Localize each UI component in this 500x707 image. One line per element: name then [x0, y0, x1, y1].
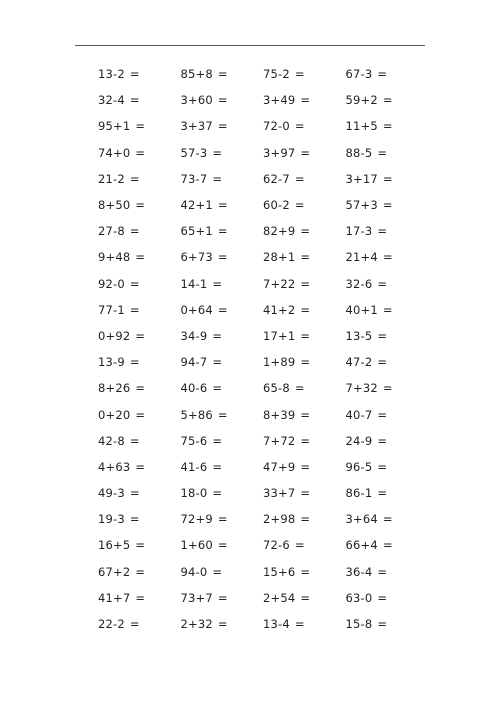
- problem-expression: 15-8: [345, 617, 373, 632]
- equals-sign: =: [382, 512, 393, 527]
- problem-expression: 8+26: [98, 381, 131, 396]
- equals-sign: =: [377, 459, 388, 474]
- worksheet-row: [98, 113, 428, 139]
- problem-expression: 86-1: [345, 486, 373, 501]
- header-rule: [75, 45, 425, 46]
- equals-sign: =: [294, 538, 305, 553]
- problem-expression: 85+8: [180, 67, 213, 82]
- problem-expression: 22-2: [98, 617, 125, 632]
- equals-sign: =: [377, 486, 388, 501]
- problem-expression: 67+2: [98, 564, 131, 579]
- problem-expression: 41+2: [263, 302, 296, 317]
- worksheet-row: [98, 323, 428, 349]
- equals-sign: =: [129, 67, 140, 82]
- problem-expression: 6+73: [180, 250, 213, 265]
- problem-expression: 0+64: [180, 302, 213, 317]
- problem-expression: 49-3: [98, 486, 125, 501]
- equals-sign: =: [377, 355, 388, 370]
- problem-expression: 77-1: [98, 302, 125, 317]
- problem-expression: 59+2: [345, 93, 378, 108]
- equals-sign: =: [382, 119, 393, 134]
- math-problem: [98, 119, 181, 133]
- equals-sign: =: [129, 302, 140, 317]
- equals-sign: =: [300, 250, 311, 265]
- equals-sign: =: [300, 407, 311, 422]
- math-problem: [181, 93, 264, 107]
- equals-sign: =: [217, 250, 228, 265]
- problem-expression: 72-0: [263, 119, 290, 134]
- problem-expression: 75-6: [180, 433, 208, 448]
- math-problem: [346, 172, 429, 186]
- equals-sign: =: [300, 276, 311, 291]
- math-problem: [263, 591, 346, 605]
- problem-expression: 72-6: [263, 538, 290, 553]
- equals-sign: =: [212, 171, 223, 186]
- equals-sign: =: [217, 538, 228, 553]
- equals-sign: =: [377, 564, 388, 579]
- equals-sign: =: [300, 93, 311, 108]
- problem-expression: 40-7: [345, 407, 373, 422]
- problem-expression: 1+60: [180, 538, 213, 553]
- problem-expression: 41-6: [180, 459, 208, 474]
- math-problem: [181, 434, 264, 448]
- equals-sign: =: [212, 433, 223, 448]
- problem-expression: 82+9: [263, 224, 296, 239]
- problem-expression: 8+50: [98, 198, 131, 213]
- problem-expression: 60-2: [263, 198, 290, 213]
- math-problem: [263, 67, 346, 81]
- math-problem: [98, 434, 181, 448]
- equals-sign: =: [300, 486, 311, 501]
- math-problem: [181, 277, 264, 291]
- problem-expression: 72+9: [180, 512, 213, 527]
- equals-sign: =: [129, 355, 140, 370]
- worksheet-row: [98, 375, 428, 401]
- problem-expression: 65-8: [263, 381, 290, 396]
- equals-sign: =: [129, 224, 140, 239]
- equals-sign: =: [217, 302, 228, 317]
- equals-sign: =: [300, 459, 311, 474]
- math-problem: [346, 512, 429, 526]
- math-problem: [181, 565, 264, 579]
- worksheet-row: [98, 559, 428, 585]
- problem-expression: 9+48: [98, 250, 131, 265]
- problem-expression: 17-3: [345, 224, 373, 239]
- equals-sign: =: [377, 433, 388, 448]
- equals-sign: =: [300, 564, 311, 579]
- equals-sign: =: [300, 224, 311, 239]
- math-problem: [263, 486, 346, 500]
- math-problem: [346, 617, 429, 631]
- math-problem: [181, 146, 264, 160]
- math-problem: [346, 146, 429, 160]
- math-problem: [346, 119, 429, 133]
- math-problem: [263, 250, 346, 264]
- equals-sign: =: [217, 67, 228, 82]
- equals-sign: =: [294, 67, 305, 82]
- problem-expression: 2+32: [180, 617, 213, 632]
- equals-sign: =: [135, 328, 146, 343]
- equals-sign: =: [129, 617, 140, 632]
- problem-expression: 3+37: [180, 119, 213, 134]
- problem-expression: 3+97: [263, 145, 296, 160]
- equals-sign: =: [300, 328, 311, 343]
- problem-expression: 32-4: [98, 93, 125, 108]
- problem-expression: 65+1: [180, 224, 213, 239]
- problem-expression: 18-0: [180, 486, 208, 501]
- equals-sign: =: [377, 617, 388, 632]
- problem-expression: 14-1: [180, 276, 208, 291]
- problem-expression: 67-3: [345, 67, 373, 82]
- math-problem: [346, 277, 429, 291]
- problem-expression: 3+49: [263, 93, 296, 108]
- math-problem: [181, 119, 264, 133]
- worksheet-row: [98, 140, 428, 166]
- equals-sign: =: [217, 407, 228, 422]
- equals-sign: =: [135, 119, 146, 134]
- problem-expression: 4+63: [98, 459, 131, 474]
- math-problem: [98, 172, 181, 186]
- equals-sign: =: [217, 198, 228, 213]
- problem-expression: 24-9: [345, 433, 373, 448]
- worksheet-row: [98, 454, 428, 480]
- worksheet-row: [98, 611, 428, 637]
- problem-expression: 74+0: [98, 145, 131, 160]
- math-problem: [181, 486, 264, 500]
- problem-expression: 3+17: [345, 171, 378, 186]
- math-problem: [263, 303, 346, 317]
- problem-expression: 2+98: [263, 512, 296, 527]
- problem-expression: 88-5: [345, 145, 373, 160]
- math-problem: [98, 565, 181, 579]
- worksheet-row: [98, 401, 428, 427]
- equals-sign: =: [294, 171, 305, 186]
- equals-sign: =: [135, 381, 146, 396]
- math-problem: [98, 355, 181, 369]
- math-problem: [98, 67, 181, 81]
- equals-sign: =: [377, 224, 388, 239]
- problem-expression: 7+32: [345, 381, 378, 396]
- problem-expression: 3+64: [345, 512, 378, 527]
- problem-expression: 34-9: [180, 328, 208, 343]
- equals-sign: =: [217, 512, 228, 527]
- math-problem: [263, 512, 346, 526]
- equals-sign: =: [212, 328, 223, 343]
- math-problem: [346, 591, 429, 605]
- problem-expression: 21-2: [98, 171, 125, 186]
- problem-expression: 40+1: [345, 302, 378, 317]
- worksheet-row: [98, 166, 428, 192]
- math-problem: [346, 434, 429, 448]
- problem-expression: 42-8: [98, 433, 125, 448]
- math-problem: [263, 565, 346, 579]
- math-problem: [263, 146, 346, 160]
- math-problem: [181, 538, 264, 552]
- problem-expression: 15+6: [263, 564, 296, 579]
- equals-sign: =: [217, 617, 228, 632]
- problem-expression: 7+22: [263, 276, 296, 291]
- math-problem: [98, 198, 181, 212]
- math-problem: [98, 93, 181, 107]
- problem-expression: 47+9: [263, 459, 296, 474]
- equals-sign: =: [135, 250, 146, 265]
- math-problem: [346, 93, 429, 107]
- worksheet-row: [98, 428, 428, 454]
- equals-sign: =: [135, 145, 146, 160]
- math-problem: [98, 303, 181, 317]
- problem-expression: 5+86: [180, 407, 213, 422]
- worksheet-row: [98, 506, 428, 532]
- math-problem: [181, 408, 264, 422]
- math-problem: [181, 250, 264, 264]
- math-problem: [181, 198, 264, 212]
- worksheet-row: [98, 349, 428, 375]
- problem-expression: 13-2: [98, 67, 125, 82]
- problem-expression: 13-5: [345, 328, 373, 343]
- problem-expression: 63-0: [345, 590, 373, 605]
- problem-expression: 92-0: [98, 276, 125, 291]
- equals-sign: =: [135, 407, 146, 422]
- problem-expression: 8+39: [263, 407, 296, 422]
- math-problem: [98, 591, 181, 605]
- equals-sign: =: [212, 145, 223, 160]
- equals-sign: =: [217, 590, 228, 605]
- problem-expression: 0+20: [98, 407, 131, 422]
- math-problem: [181, 172, 264, 186]
- math-problem: [98, 329, 181, 343]
- math-problem: [98, 381, 181, 395]
- equals-sign: =: [212, 276, 223, 291]
- equals-sign: =: [294, 381, 305, 396]
- math-problem: [98, 512, 181, 526]
- equals-sign: =: [294, 119, 305, 134]
- equals-sign: =: [212, 564, 223, 579]
- math-problem: [346, 381, 429, 395]
- math-problem: [263, 277, 346, 291]
- equals-sign: =: [382, 381, 393, 396]
- math-problem: [346, 224, 429, 238]
- math-problem: [181, 355, 264, 369]
- math-problem: [263, 617, 346, 631]
- equals-sign: =: [300, 590, 311, 605]
- equals-sign: =: [129, 93, 140, 108]
- math-problem: [263, 329, 346, 343]
- equals-sign: =: [377, 407, 388, 422]
- arithmetic-worksheet: [98, 61, 428, 637]
- math-problem: [181, 512, 264, 526]
- problem-expression: 42+1: [180, 198, 213, 213]
- math-problem: [346, 486, 429, 500]
- equals-sign: =: [135, 590, 146, 605]
- equals-sign: =: [217, 93, 228, 108]
- equals-sign: =: [377, 590, 388, 605]
- math-problem: [98, 408, 181, 422]
- worksheet-row: [98, 192, 428, 218]
- worksheet-row: [98, 480, 428, 506]
- math-problem: [263, 408, 346, 422]
- problem-expression: 27-8: [98, 224, 125, 239]
- problem-expression: 0+92: [98, 328, 131, 343]
- equals-sign: =: [129, 486, 140, 501]
- math-problem: [346, 303, 429, 317]
- math-problem: [98, 250, 181, 264]
- equals-sign: =: [135, 538, 146, 553]
- math-problem: [263, 119, 346, 133]
- math-problem: [346, 460, 429, 474]
- equals-sign: =: [300, 302, 311, 317]
- equals-sign: =: [212, 381, 223, 396]
- math-problem: [181, 67, 264, 81]
- math-problem: [346, 250, 429, 264]
- equals-sign: =: [212, 355, 223, 370]
- equals-sign: =: [382, 538, 393, 553]
- worksheet-row: [98, 585, 428, 611]
- equals-sign: =: [135, 198, 146, 213]
- math-problem: [263, 355, 346, 369]
- math-problem: [263, 93, 346, 107]
- math-problem: [263, 224, 346, 238]
- problem-expression: 13-9: [98, 355, 125, 370]
- problem-expression: 32-6: [345, 276, 373, 291]
- math-problem: [181, 329, 264, 343]
- equals-sign: =: [294, 617, 305, 632]
- math-problem: [263, 198, 346, 212]
- equals-sign: =: [294, 198, 305, 213]
- problem-expression: 95+1: [98, 119, 131, 134]
- problem-expression: 11+5: [345, 119, 378, 134]
- equals-sign: =: [135, 459, 146, 474]
- problem-expression: 94-7: [180, 355, 208, 370]
- math-problem: [98, 224, 181, 238]
- math-problem: [98, 460, 181, 474]
- problem-expression: 36-4: [345, 564, 373, 579]
- equals-sign: =: [382, 171, 393, 186]
- problem-expression: 94-0: [180, 564, 208, 579]
- problem-expression: 7+72: [263, 433, 296, 448]
- worksheet-row: [98, 297, 428, 323]
- problem-expression: 73-7: [180, 171, 208, 186]
- problem-expression: 28+1: [263, 250, 296, 265]
- equals-sign: =: [129, 433, 140, 448]
- problem-expression: 13-4: [263, 617, 290, 632]
- problem-expression: 66+4: [345, 538, 378, 553]
- math-problem: [181, 591, 264, 605]
- worksheet-row: [98, 244, 428, 270]
- math-problem: [181, 460, 264, 474]
- worksheet-row: [98, 271, 428, 297]
- problem-expression: 21+4: [345, 250, 378, 265]
- problem-expression: 75-2: [263, 67, 290, 82]
- math-problem: [98, 146, 181, 160]
- equals-sign: =: [300, 145, 311, 160]
- problem-expression: 16+5: [98, 538, 131, 553]
- math-problem: [263, 381, 346, 395]
- equals-sign: =: [377, 328, 388, 343]
- math-problem: [98, 617, 181, 631]
- problem-expression: 41+7: [98, 590, 131, 605]
- equals-sign: =: [212, 459, 223, 474]
- math-problem: [263, 172, 346, 186]
- equals-sign: =: [217, 224, 228, 239]
- math-problem: [346, 198, 429, 212]
- problem-expression: 73+7: [180, 590, 213, 605]
- problem-expression: 17+1: [263, 328, 296, 343]
- equals-sign: =: [382, 302, 393, 317]
- problem-expression: 40-6: [180, 381, 208, 396]
- worksheet-row: [98, 87, 428, 113]
- equals-sign: =: [135, 564, 146, 579]
- problem-expression: 96-5: [345, 459, 373, 474]
- equals-sign: =: [300, 512, 311, 527]
- math-problem: [181, 303, 264, 317]
- equals-sign: =: [129, 171, 140, 186]
- math-problem: [181, 381, 264, 395]
- math-problem: [346, 67, 429, 81]
- problem-expression: 57-3: [180, 145, 208, 160]
- equals-sign: =: [217, 119, 228, 134]
- equals-sign: =: [382, 250, 393, 265]
- equals-sign: =: [129, 276, 140, 291]
- worksheet-row: [98, 61, 428, 87]
- worksheet-row: [98, 218, 428, 244]
- math-problem: [346, 329, 429, 343]
- problem-expression: 1+89: [263, 355, 296, 370]
- equals-sign: =: [377, 67, 388, 82]
- problem-expression: 2+54: [263, 590, 296, 605]
- math-problem: [346, 538, 429, 552]
- math-problem: [346, 355, 429, 369]
- problem-expression: 62-7: [263, 171, 290, 186]
- equals-sign: =: [212, 486, 223, 501]
- math-problem: [263, 538, 346, 552]
- problem-expression: 3+60: [180, 93, 213, 108]
- math-problem: [346, 408, 429, 422]
- math-problem: [98, 538, 181, 552]
- problem-expression: 57+3: [345, 198, 378, 213]
- equals-sign: =: [300, 355, 311, 370]
- problem-expression: 47-2: [345, 355, 373, 370]
- math-problem: [346, 565, 429, 579]
- math-problem: [98, 277, 181, 291]
- math-problem: [181, 224, 264, 238]
- problem-expression: 33+7: [263, 486, 296, 501]
- equals-sign: =: [382, 93, 393, 108]
- problem-expression: 19-3: [98, 512, 125, 527]
- math-problem: [98, 486, 181, 500]
- equals-sign: =: [377, 145, 388, 160]
- equals-sign: =: [129, 512, 140, 527]
- math-problem: [263, 460, 346, 474]
- math-problem: [263, 434, 346, 448]
- math-problem: [181, 617, 264, 631]
- equals-sign: =: [382, 198, 393, 213]
- equals-sign: =: [377, 276, 388, 291]
- worksheet-row: [98, 532, 428, 558]
- equals-sign: =: [300, 433, 311, 448]
